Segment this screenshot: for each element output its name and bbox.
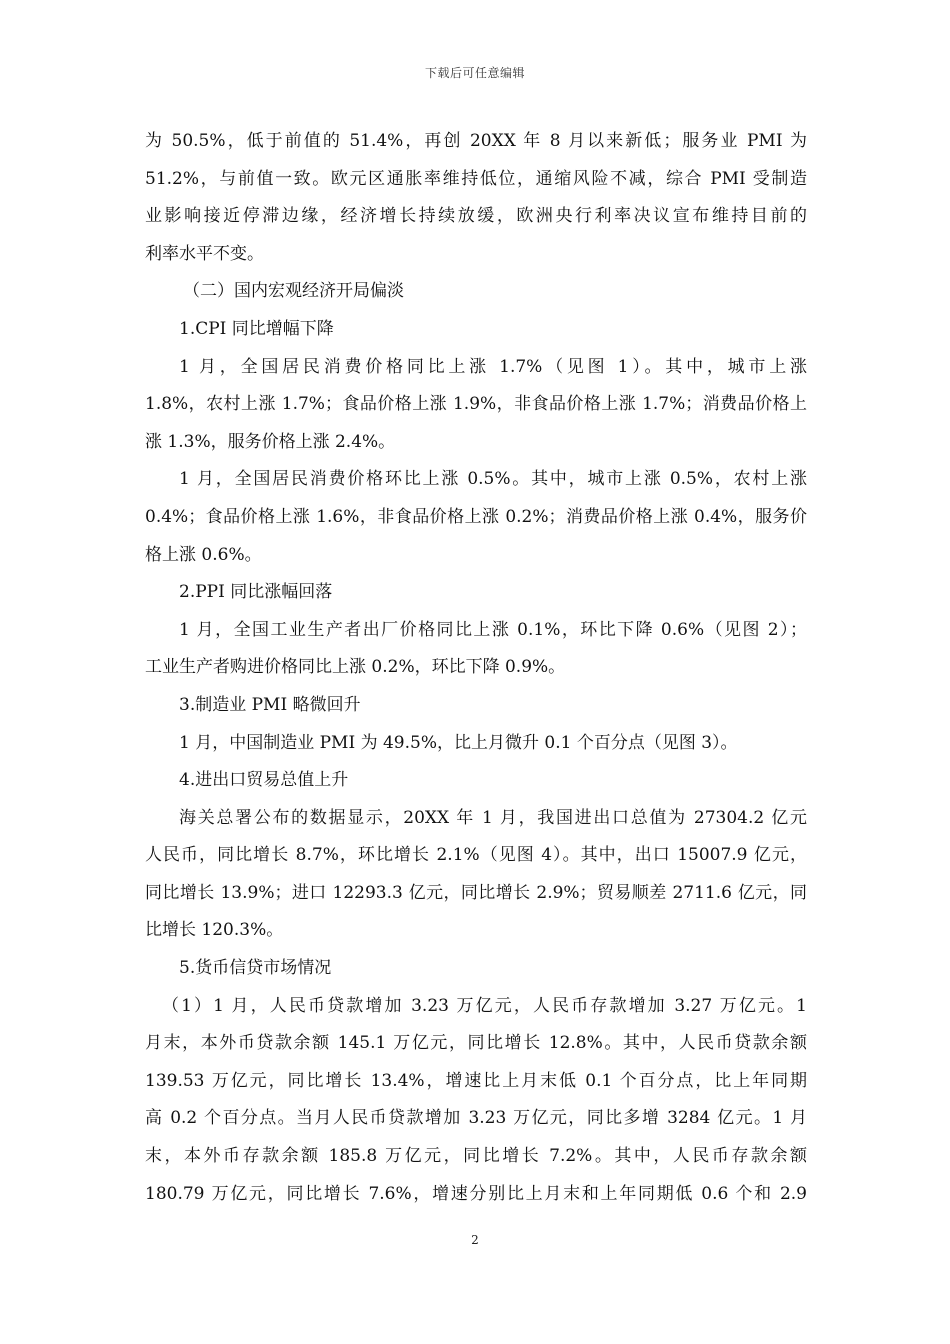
body-line: 1 月，全国居民消费价格环比上涨 0.5%。其中，城市上涨 0.5%，农村上涨 [179, 469, 807, 490]
body-line: 业影响接近停滞边缘，经济增长持续放缓，欧洲央行利率决议宣布维持目前的 [145, 206, 807, 227]
body-line: 涨 1.3%，服务价格上涨 2.4%。 [145, 431, 396, 452]
subsection-heading: 5.货币信贷市场情况 [179, 958, 332, 979]
body-line: （1）1 月，人民币贷款增加 3.23 万亿元，人民币存款增加 3.27 万亿元。1 [162, 995, 807, 1016]
body-line: 人民币，同比增长 8.7%，环比增长 2.1%（见图 4）。其中，出口 15007.9 亿元， [145, 845, 807, 866]
section-heading: （二）国内宏观经济开局偏淡 [183, 281, 404, 302]
body-line: 月末，本外币贷款余额 145.1 万亿元，同比增长 12.8%。其中，人民币贷款余额 [145, 1033, 807, 1054]
body-line: 高 0.2 个百分点。当月人民币贷款增加 3.23 万亿元，同比多增 3284 亿元。1 月 [145, 1108, 807, 1129]
body-line: 51.2%，与前值一致。欧元区通胀率维持低位，通缩风险不减，综合 PMI 受制造 [145, 168, 807, 189]
body-line: 末，本外币存款余额 185.8 万亿元，同比增长 7.2%。其中，人民币存款余额 [145, 1146, 807, 1167]
body-line: 为 50.5%，低于前值的 51.4%，再创 20XX 年 8 月以来新低；服务业 PMI 为 [145, 131, 807, 151]
body-line: 1 月，全国工业生产者出厂价格同比上涨 0.1%，环比下降 0.6%（见图 2）； [179, 619, 807, 640]
body-line: 海关总署公布的数据显示，20XX 年 1 月，我国进出口总值为 27304.2 亿元 [179, 807, 807, 828]
page-header: 下载后可任意编辑 [424, 66, 525, 80]
subsection-heading: 1.CPI 同比增幅下降 [179, 318, 334, 339]
page-number: 2 [471, 1233, 479, 1247]
body-line: 180.79 万亿元，同比增长 7.6%，增速分别比上月末和上年同期低 0.6 个和 2.9 [145, 1183, 807, 1204]
body-line: 139.53 万亿元，同比增长 13.4%，增速比上月末低 0.1 个百分点，比上年同期 [145, 1070, 807, 1091]
document-body [145, 123, 807, 1213]
body-line: 同比增长 13.9%；进口 12293.3 亿元，同比增长 2.9%；贸易顺差 2711.6 亿元，同 [145, 882, 807, 903]
body-line: 比增长 120.3%。 [145, 920, 284, 941]
body-line: 工业生产者购进价格同比上涨 0.2%，环比下降 0.9%。 [145, 657, 566, 678]
body-line: 0.4%；食品价格上涨 1.6%，非食品价格上涨 0.2%；消费品价格上涨 0.4%，服务价 [145, 506, 807, 527]
body-line: 格上涨 0.6%。 [145, 544, 262, 565]
subsection-heading: 3.制造业 PMI 略微回升 [179, 694, 361, 715]
body-line: 1 月，中国制造业 PMI 为 49.5%，比上月微升 0.1 个百分点（见图 3）。 [179, 732, 738, 753]
subsection-heading: 2.PPI 同比涨幅回落 [179, 582, 333, 603]
body-line: 利率水平不变。 [145, 243, 264, 264]
subsection-heading: 4.进出口贸易总值上升 [179, 770, 349, 791]
body-line: 1 月，全国居民消费价格同比上涨 1.7%（见图 1）。其中，城市上涨 [179, 356, 807, 377]
body-line: 1.8%，农村上涨 1.7%；食品价格上涨 1.9%，非食品价格上涨 1.7%；消费品价格上 [145, 394, 807, 415]
